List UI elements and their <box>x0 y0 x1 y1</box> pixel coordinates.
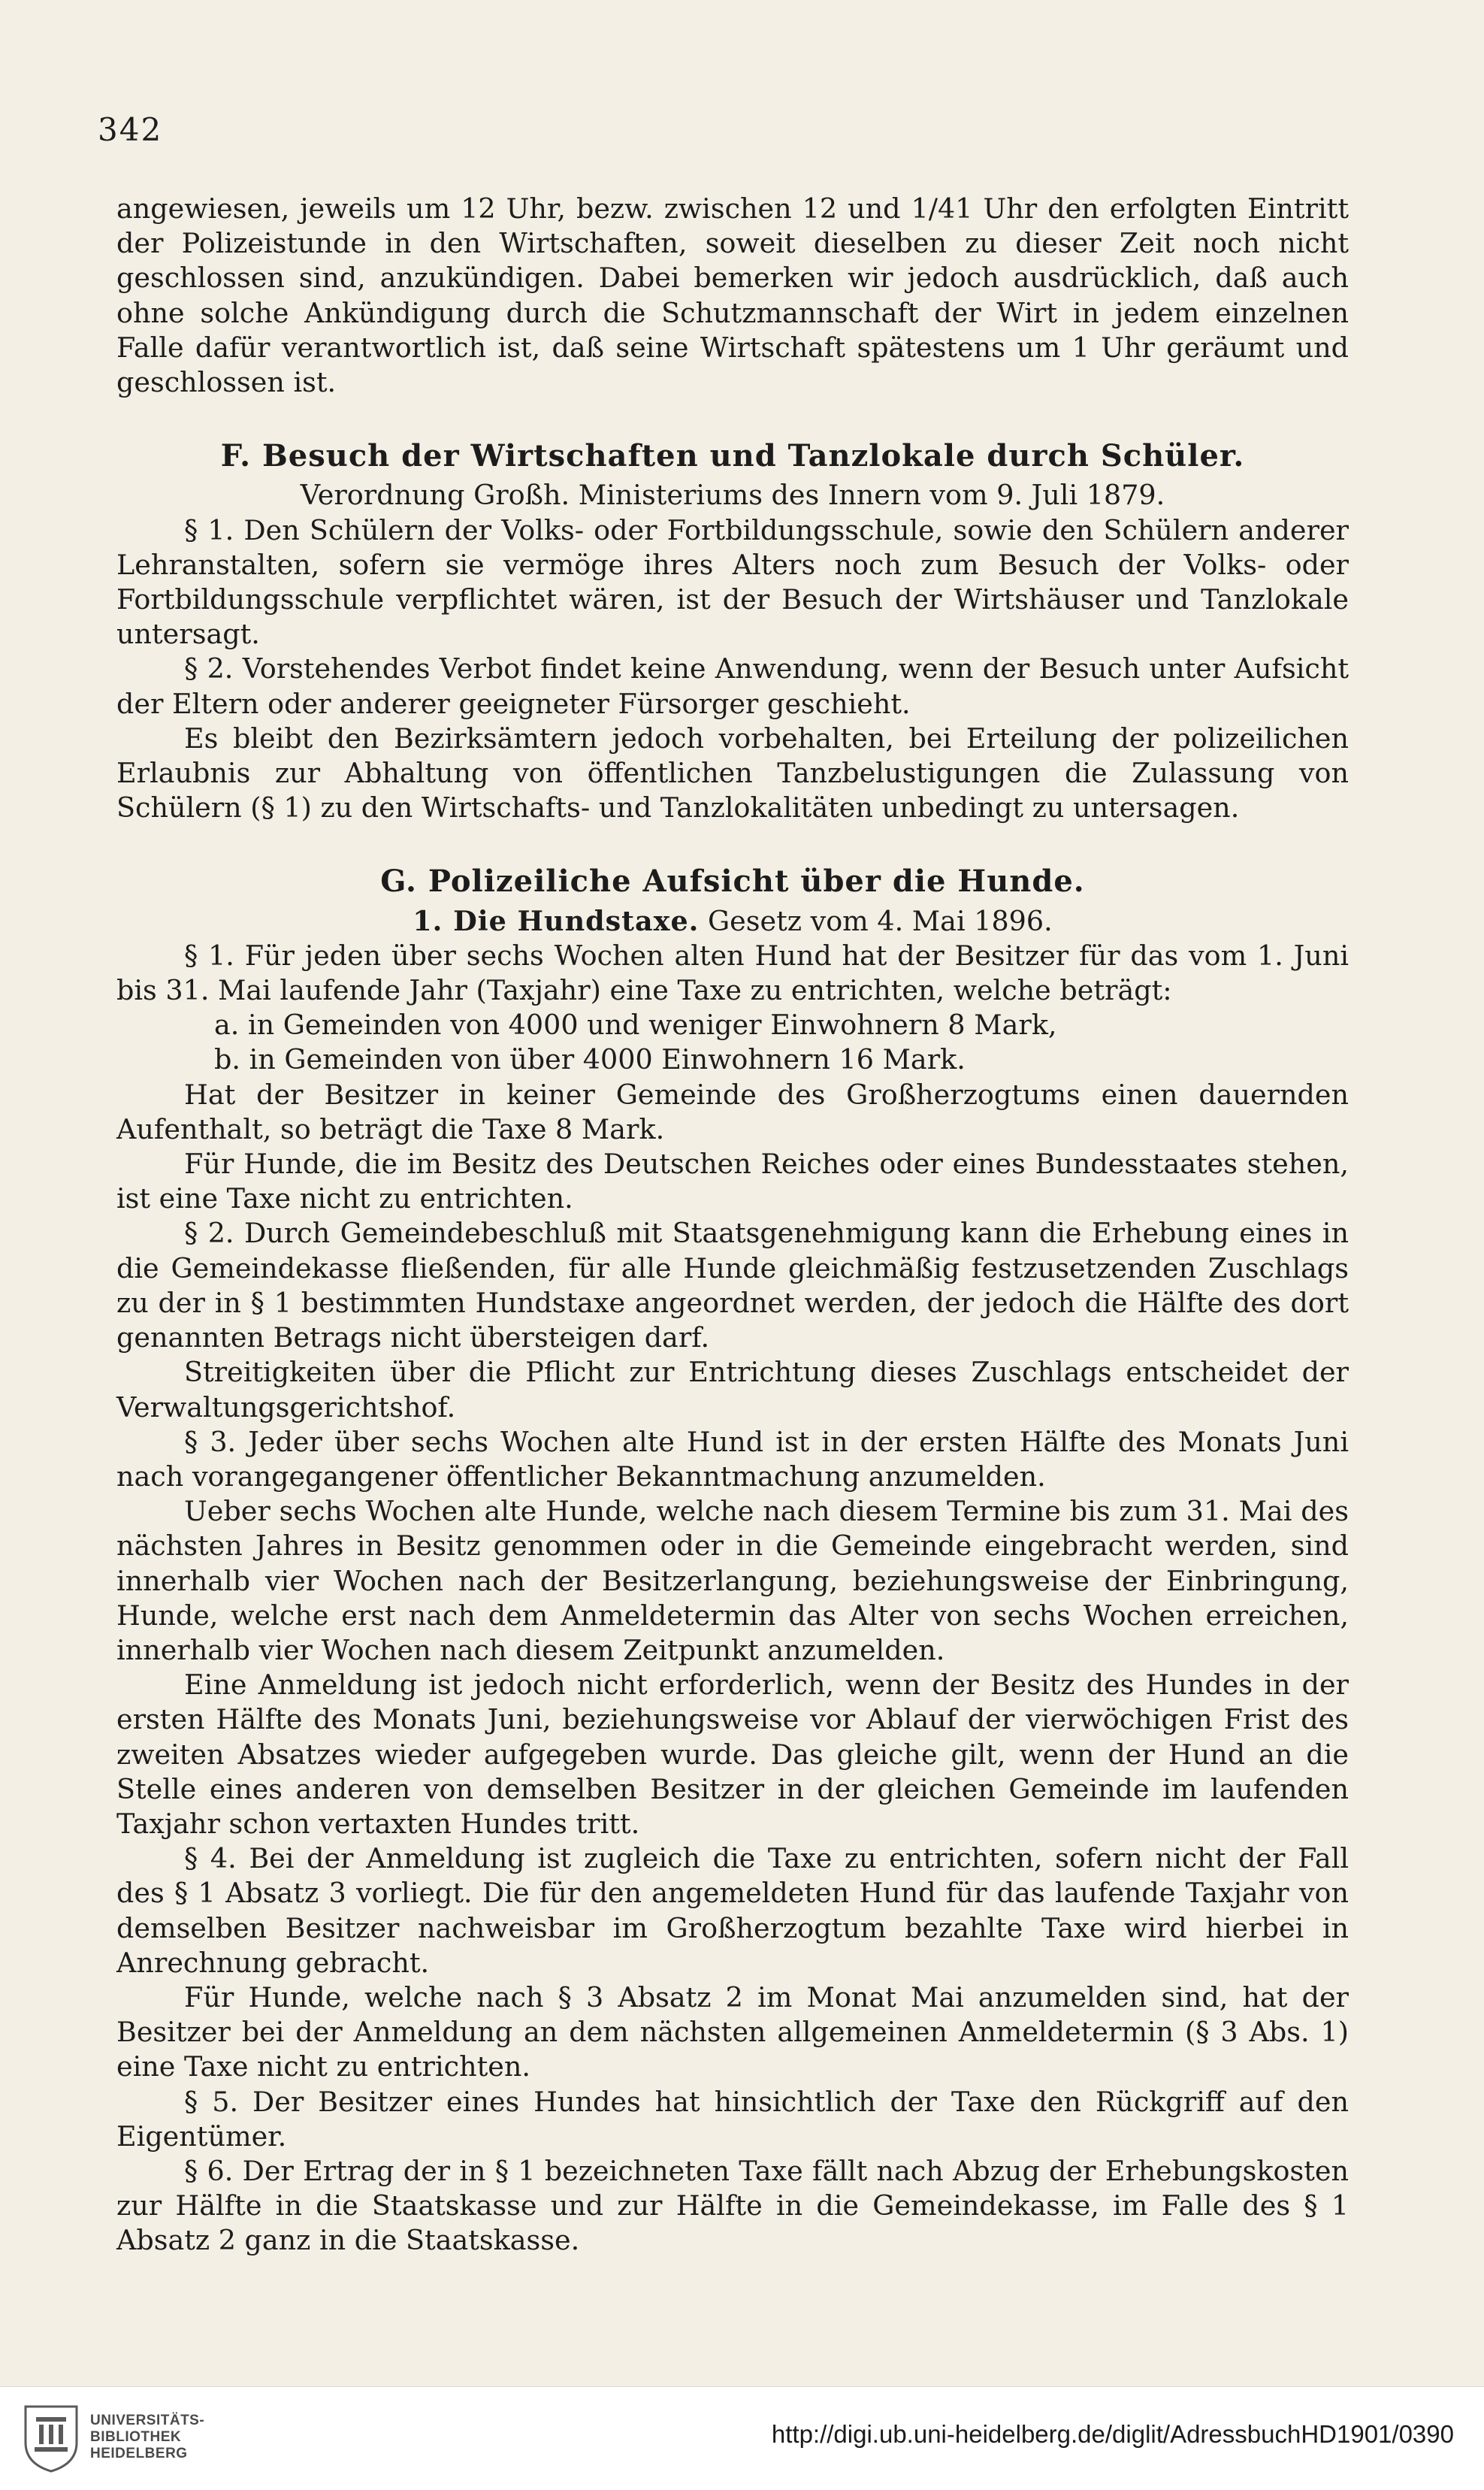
list-item: b. in Gemeinden von über 4000 Einwohnern 16 Mark. <box>214 1043 966 1076</box>
section-g-paragraph: Für Hunde, die im Besitz des Deutschen Reiches oder eines Bundesstaates stehen, ist eine Taxe nicht zu entrichten. <box>116 1148 1349 1215</box>
section-g-paragraph: § 1. Für jeden über sechs Wochen alten Hund hat der Besitzer für das vom 1. Juni bis 31. Mai laufende Jahr (Taxjahr) eine Taxe zu entrichten, welche beträgt: <box>116 939 1349 1007</box>
section-f-paragraph: § 1. Den Schülern der Volks- oder Fortbildungsschule, sowie den Schülern anderer Lehranstalten, sofern sie vermöge ihres Alters noch zum Besuch der Volks- oder Fortbildungsschule verpflichtet wären, ist der Besuch der Wirtshäuser und Tanzlokale untersagt. <box>116 513 1349 651</box>
intro-paragraph: angewiesen, jeweils um 12 Uhr, bezw. zwischen 12 und 1/41 Uhr den erfolgten Eintritt der Polizeistunde in den Wirtschaften, soweit dieselben zu dieser Zeit noch nicht geschlossen sind, anzukündigen. Dabei bemerken wir jedoch ausdrücklich, daß auch ohne solche Ankündigung durch die Schutzmannschaft der Wirt in jedem einzelnen Falle dafür verantwortlich ist, daß seine Wirtschaft spätestens um 1 Uhr geräumt und geschlossen ist. <box>116 192 1349 399</box>
section-g-paragraph: Ueber sechs Wochen alte Hunde, welche nach diesem Termine bis zum 31. Mai des nächsten Jahres in Besitz genommen oder in die Gemeinde eingebracht werden, sind innerhalb vier Wochen nach der Besitzerlangung, beziehungsweise der Einbringung, Hunde, welche erst nach dem Anmeldetermin das Alter von sechs Wochen erreichen, innerhalb vier Wochen nach diesem Zeitpunkt anzumelden. <box>116 1495 1349 1666</box>
library-name-line: BIBLIOTHEK <box>90 2429 182 2445</box>
section-g-subtitle: 1. Die Hundstaxe. <box>413 904 700 937</box>
section-g-paragraph: Hat der Besitzer in keiner Gemeinde des Großherzogtums einen dauernden Aufenthalt, so beträgt die Taxe 8 Mark. <box>116 1078 1349 1145</box>
section-g-subheading <box>116 904 1349 939</box>
section-f-paragraph: Es bleibt den Bezirksämtern jedoch vorbehalten, bei Erteilung der polizeilichen Erlaubnis zur Abhaltung von öffentlichen Tanzbelustigungen die Zulassung von Schülern (§ 1) zu den Wirtschafts- und Tanzlokalitäten unbedingt zu untersagen. <box>116 722 1349 824</box>
section-f-subheading: Verordnung Großh. Ministeriums des Innern vom 9. Juli 1879. <box>300 479 1165 512</box>
list-item: a. in Gemeinden von 4000 und weniger Einwohnern 8 Mark, <box>214 1009 1057 1042</box>
page-body <box>116 192 1349 2259</box>
library-name-line: UNIVERSITÄTS- <box>90 2413 205 2428</box>
source-url-link[interactable]: http://digi.ub.uni-heidelberg.de/diglit/AdressbuchHD1901/0390 <box>771 2420 1454 2448</box>
section-g-paragraph: Streitigkeiten über die Pflicht zur Entrichtung dieses Zuschlags entscheidet der Verwaltungsgerichtshof. <box>116 1356 1349 1424</box>
section-g-source: Gesetz vom 4. Mai 1896. <box>707 904 1053 937</box>
library-name <box>90 2413 204 2462</box>
section-f-heading: F. Besuch der Wirtschaften und Tanzlokale durch Schüler. <box>220 438 1245 474</box>
section-g-paragraph: § 4. Bei der Anmeldung ist zugleich die Taxe zu entrichten, sofern nicht der Fall des § 1 Absatz 3 vorliegt. Die für den angemeldeten Hund für das laufende Taxjahr von demselben Besitzer nachweisbar im Großherzogtum bezahlte Taxe wird hierbei in Anrechnung gebracht. <box>116 1842 1349 1979</box>
section-g-paragraph: Eine Anmeldung ist jedoch nicht erforderlich, wenn der Besitz des Hundes in der ersten Hälfte des Monats Juni, beziehungsweise vor Ablauf der vierwöchigen Frist des zweiten Absatzes wieder aufgegeben wurde. Das gleiche gilt, wenn der Hund an die Stelle eines anderen von demselben Besitzer in der gleichen Gemeinde im laufenden Taxjahr schon vertaxten Hundes tritt. <box>116 1669 1349 1840</box>
footer-bar <box>0 2386 1484 2490</box>
university-seal-icon <box>21 2404 81 2473</box>
section-g-paragraph: Für Hunde, welche nach § 3 Absatz 2 im Monat Mai anzumelden sind, hat der Besitzer bei der Anmeldung an dem nächsten allgemeinen Anmeldetermin (§ 3 Abs. 1) eine Taxe nicht zu entrichten. <box>116 1980 1349 2083</box>
page-number: 342 <box>98 111 163 148</box>
section-f-paragraph: § 2. Vorstehendes Verbot findet keine Anwendung, wenn der Besuch unter Aufsicht der Eltern oder anderer geeigneter Fürsorger geschieht. <box>116 652 1349 720</box>
section-g-paragraph: § 3. Jeder über sechs Wochen alte Hund ist in der ersten Hälfte des Monats Juni nach vorangegangener öffentlicher Bekanntmachung anzumelden. <box>116 1425 1349 1493</box>
section-g-paragraph: § 6. Der Ertrag der in § 1 bezeichneten Taxe fällt nach Abzug der Erhebungskosten zur Hälfte in die Staatskasse und zur Hälfte in die Gemeindekasse, im Falle des § 1 Absatz 2 ganz in die Staatskasse. <box>116 2154 1349 2257</box>
section-g-heading: G. Polizeiliche Aufsicht über die Hunde. <box>380 864 1085 900</box>
section-g-paragraph: § 5. Der Besitzer eines Hundes hat hinsichtlich der Taxe den Rückgriff auf den Eigentümer. <box>116 2085 1349 2153</box>
library-name-line: HEIDELBERG <box>90 2446 188 2461</box>
section-g-paragraph: § 2. Durch Gemeindebeschluß mit Staatsgenehmigung kann die Erhebung eines in die Gemeindekasse fließenden, für alle Hunde gleichmäßig festzusetzenden Zuschlags zu der in § 1 bestimmten Hundstaxe angeordnet werden, der jedoch die Hälfte des dort genannten Betrags nicht übersteigen darf. <box>116 1217 1349 1354</box>
